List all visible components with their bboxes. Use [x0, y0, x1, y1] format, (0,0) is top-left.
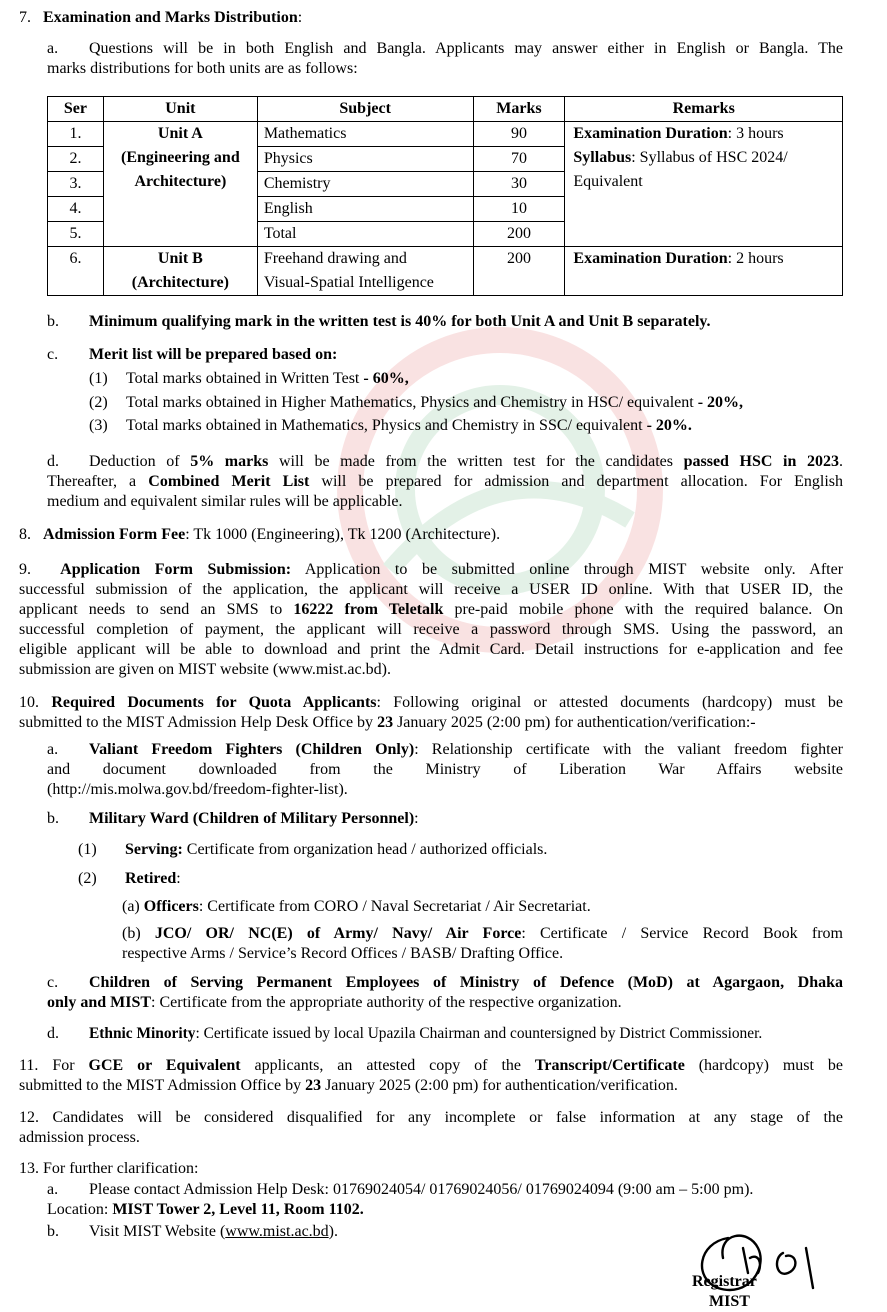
remark-duration-label: Examination Duration	[573, 125, 728, 142]
signatory-org: MIST	[709, 1293, 750, 1310]
section-9-line3: applicant needs to send an SMS to 16222 from Teletalk pre-paid mobile phone with the required balance. On	[19, 601, 844, 618]
merit-item-1	[89, 369, 409, 389]
s13-a-text: Please contact Admission Help Desk: 01769024054/ 01769024056/ 01769024094 (9:00 am – 5:00 pm).	[89, 1181, 754, 1198]
s10-a-line2: and document downloaded from the Ministry of Liberation War Affairs website	[47, 761, 843, 778]
s7-a-letter: a.	[47, 40, 59, 57]
cell-ser: 3.	[48, 172, 104, 197]
s10-c-line2: only and MIST: Certificate from the appropriate authority of the respective organization.	[47, 994, 622, 1011]
s10-d-text: Ethnic Minority: Certificate issued by local Upazila Chairman and countersigned by District Commissioner.	[89, 1025, 763, 1042]
s10-a-letter: a.	[47, 741, 59, 758]
cell-subject: Physics	[257, 147, 473, 172]
table-header-row	[48, 97, 843, 122]
cell-marks: 70	[473, 147, 565, 172]
remark-syllabus-line2: Equivalent	[573, 173, 643, 190]
section-9-line1: 9. Application Form Submission: Application to be submitted online through MIST website only. After	[19, 561, 844, 578]
cell-marks: 90	[473, 122, 565, 147]
signatory-title: Registrar	[692, 1273, 757, 1290]
s10-a-line3: (http://mis.molwa.gov.bd/freedom-fighter-list).	[47, 781, 348, 798]
s7-b-letter: b.	[47, 313, 59, 330]
s13-b-text: Visit MIST Website (www.mist.ac.bd).	[89, 1223, 338, 1240]
merit-item-text: Total marks obtained in Written Test	[126, 370, 360, 387]
s10-a-line1: Valiant Freedom Fighters (Children Only): Relationship certificate with the valiant freedom fighter	[89, 741, 844, 758]
cell-subject: Mathematics	[257, 122, 473, 147]
cell-marks: 200	[473, 222, 565, 247]
cell-remarks-b	[565, 247, 843, 296]
s10-b1-number: (1)	[78, 841, 97, 858]
cell-unit-b	[103, 247, 257, 296]
section-13-title: 13. For further clarification:	[19, 1160, 199, 1177]
cell-subject: Chemistry	[257, 172, 473, 197]
subject-line1: Freehand drawing and	[263, 250, 407, 267]
s10-b1-text: Serving: Certificate from organization head / authorized officials.	[125, 841, 548, 858]
s10-b2-b-line1: (b) JCO/ OR/ NC(E) of Army/ Navy/ Air Force: Certificate / Service Record Book from	[122, 925, 843, 942]
section-7-heading: 7. Examination and Marks Distribution:	[19, 9, 303, 26]
cell-subject: English	[257, 197, 473, 222]
merit-item-number: (3)	[89, 417, 108, 434]
remark-duration-label: Examination Duration	[573, 250, 728, 267]
cell-remarks-a	[565, 122, 843, 247]
header-ser: Ser	[48, 97, 104, 122]
s7-b-text: Minimum qualifying mark in the written test is 40% for both Unit A and Unit B separately.	[89, 313, 711, 330]
cell-ser: 2.	[48, 147, 104, 172]
s7-d-line1: Deduction of 5% marks will be made from the written test for the candidates passed HSC in 2023.	[89, 453, 844, 470]
s10-b-title: Military Ward (Children of Military Personnel):	[89, 810, 419, 827]
s7-d-line2: Thereafter, a Combined Merit List will be prepared for admission and department allocation. For English	[47, 473, 844, 490]
cell-subject	[257, 247, 473, 296]
section-9-line4: successful completion of payment, the applicant will receive a password through SMS. Using the password, an	[19, 621, 843, 638]
s7-d-line3: medium and equivalent similar rules will be applicable.	[47, 493, 403, 510]
table-row	[48, 247, 843, 296]
merit-item-number: (2)	[89, 394, 108, 411]
header-unit: Unit	[103, 97, 257, 122]
remark-duration-value: : 3 hours	[727, 125, 784, 142]
remark-syllabus-label: Syllabus	[573, 149, 632, 166]
cell-ser: 4.	[48, 197, 104, 222]
header-subject: Subject	[257, 97, 473, 122]
section-11-line1: 11. For GCE or Equivalent applicants, an attested copy of the Transcript/Certificate (hardcopy) must be	[19, 1057, 844, 1074]
s13-a-letter: a.	[47, 1181, 59, 1198]
merit-item-weight: - 60%,	[359, 370, 409, 387]
section-10-line2: submitted to the MIST Admission Help Desk Office by 23 January 2025 (2:00 pm) for authentication/verification:-	[19, 714, 756, 731]
merit-item-3	[89, 416, 692, 436]
s10-b-letter: b.	[47, 810, 59, 827]
mist-website-link[interactable]: www.mist.ac.bd	[225, 1223, 329, 1240]
remark-syllabus-value: : Syllabus of HSC 2024/	[631, 149, 788, 166]
s10-b2-number: (2)	[78, 870, 97, 887]
unit-b-line1: Unit B	[157, 250, 203, 267]
merit-item-weight: - 20%.	[642, 417, 692, 434]
s7-d-letter: d.	[47, 453, 59, 470]
merit-item-2	[89, 393, 744, 413]
section-12-line1: 12. Candidates will be considered disqualified for any incomplete or false information at any stage of the	[19, 1109, 843, 1126]
section-9-line2: successful submission of the application, the applicant will receive a USER ID online. With that USER ID, the	[19, 581, 843, 598]
cell-ser: 5.	[48, 222, 104, 247]
section-8: 8. Admission Form Fee: Tk 1000 (Engineering), Tk 1200 (Architecture).	[19, 526, 501, 543]
s10-b2-a: (a) Officers: Certificate from CORO / Naval Secretariat / Air Secretariat.	[122, 898, 591, 915]
s10-d-letter: d.	[47, 1025, 59, 1042]
cell-unit-a	[103, 122, 257, 247]
unit-b-line2: (Architecture)	[131, 274, 229, 291]
header-marks: Marks	[473, 97, 565, 122]
s13-b-letter: b.	[47, 1223, 59, 1240]
merit-item-number: (1)	[89, 370, 108, 387]
unit-a-line1: Unit A	[157, 125, 203, 142]
s7-a-line1: Questions will be in both English and Bangla. Applicants may answer either in English or Bangla. The	[89, 40, 843, 57]
header-remarks: Remarks	[565, 97, 843, 122]
s13-location: Location: MIST Tower 2, Level 11, Room 1102.	[47, 1201, 364, 1218]
section-9-line5: eligible applicant will be able to download and print the Admit Card. Detail instructions for e-application and fee	[19, 641, 843, 658]
subject-line2: Visual-Spatial Intelligence	[263, 274, 434, 291]
section-9-line6: submission are given on MIST website (www.mist.ac.bd).	[19, 661, 391, 678]
cell-ser: 1.	[48, 122, 104, 147]
section-12-line2: admission process.	[19, 1129, 140, 1146]
cell-marks: 10	[473, 197, 565, 222]
s10-c-letter: c.	[47, 974, 59, 991]
section-10-line1: 10. Required Documents for Quota Applicants: Following original or attested documents (hardcopy) must be	[19, 694, 844, 711]
marks-distribution-table	[47, 96, 843, 296]
s10-c-title-line1: Children of Serving Permanent Employees of Ministry of Defence (MoD) at Agargaon, Dhaka	[89, 974, 843, 991]
cell-ser: 6.	[48, 247, 104, 296]
cell-marks: 200	[473, 247, 565, 296]
s7-c-title: Merit list will be prepared based on:	[89, 346, 338, 363]
s10-b2-b-line2: respective Arms / Service’s Record Offices / BASB/ Drafting Office.	[122, 945, 564, 962]
s10-b2-title: Retired:	[125, 870, 181, 887]
unit-a-line3: Architecture)	[134, 173, 227, 190]
s7-c-letter: c.	[47, 346, 59, 363]
s7-a-line2: marks distributions for both units are as follows:	[47, 60, 358, 77]
unit-a-line2: (Engineering and	[121, 149, 240, 166]
remark-duration-value: : 2 hours	[727, 250, 784, 267]
cell-marks: 30	[473, 172, 565, 197]
merit-item-text: Total marks obtained in Mathematics, Physics and Chemistry in SSC/ equivalent	[126, 417, 643, 434]
merit-item-text: Total marks obtained in Higher Mathematics, Physics and Chemistry in HSC/ equivalent	[126, 394, 694, 411]
merit-item-weight: - 20%,	[693, 394, 744, 411]
section-11-line2: submitted to the MIST Admission Office by 23 January 2025 (2:00 pm) for authentication/verification.	[19, 1077, 678, 1094]
cell-subject: Total	[257, 222, 473, 247]
table-row	[48, 122, 843, 147]
